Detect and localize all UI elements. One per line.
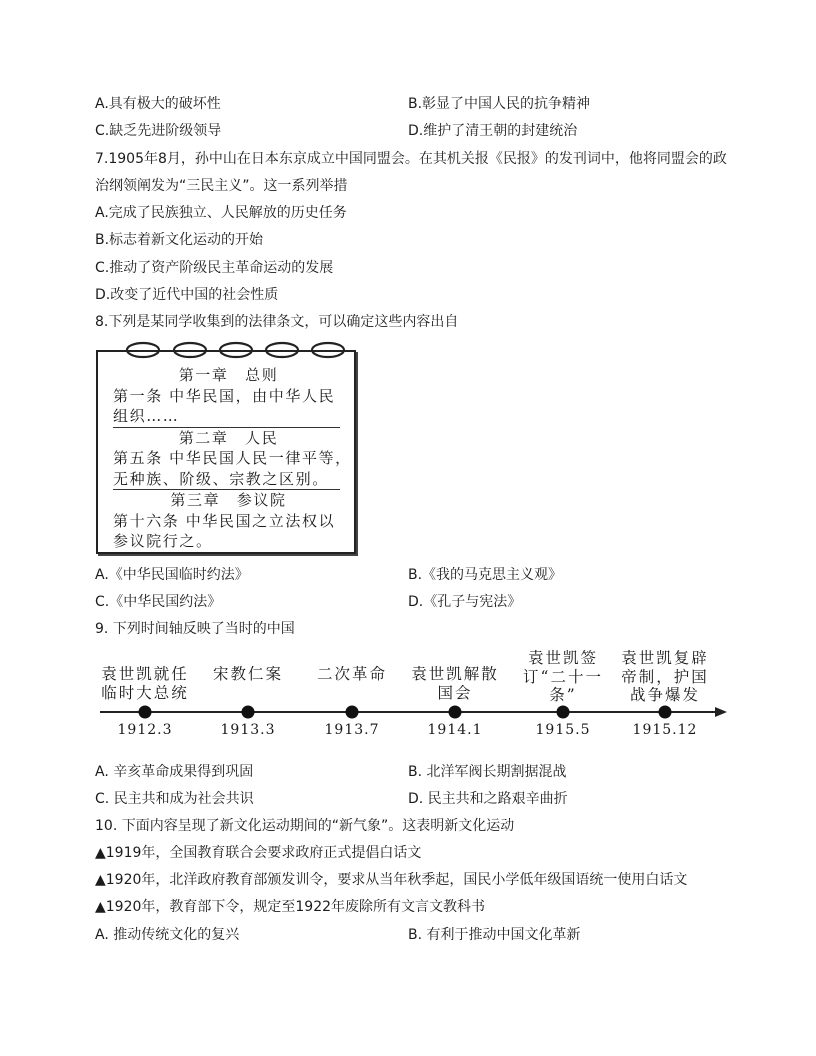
timeline-event [90, 665, 200, 702]
q7-option-d: D.改变了近代中国的社会性质 [95, 287, 279, 303]
arrow-right-icon [715, 707, 727, 717]
timeline-event [193, 665, 303, 684]
q7-stem-line-2: 治纲领阐发为“三民主义”。这一系列举措 [95, 178, 348, 194]
notebook-ring [127, 343, 159, 357]
q9-stem: 9. 下列时间轴反映了当时的中国 [95, 621, 295, 637]
q8-stem: 8.下列是某同学收集到的法律条文，可以确定这些内容出自 [95, 314, 459, 330]
timeline-date: 1913.3 [220, 722, 276, 738]
q6-option-a: A.具有极大的破坏性 [95, 96, 221, 112]
timeline-date: 1914.1 [427, 722, 483, 738]
article-line: 第十六条 中华民国之立法权以 [113, 511, 336, 530]
timeline-date: 1915.5 [535, 722, 591, 738]
chapter-heading: 第三章 参议院 [170, 491, 287, 509]
timeline-date: 1912.3 [117, 722, 173, 738]
q9-option-a: A. 辛亥革命成果得到巩固 [95, 764, 254, 780]
timeline-event-line: 临时大总统 [101, 683, 189, 702]
timeline-event-line: 二次革命 [316, 665, 387, 683]
q7-option-c: C.推动了资产阶级民主革命运动的发展 [95, 260, 334, 276]
chapter-heading: 第二章 人民 [178, 428, 279, 447]
article-line: 第一条 中华民国，由中华人民 [113, 386, 336, 405]
q6-option-b: B.彰显了中国人民的抗争精神 [408, 96, 591, 112]
notebook-page [96, 350, 356, 554]
q8-option-a: A.《中华民国临时约法》 [95, 567, 249, 583]
timeline-dot [659, 706, 672, 719]
article-line: 参议院行之。 [113, 532, 213, 550]
timeline-dot [346, 706, 359, 719]
q9-option-c: C. 民主共和成为社会共识 [95, 791, 254, 807]
notebook-ring [266, 343, 298, 357]
notebook-ring [220, 343, 252, 357]
timeline-event-line: 订“二十一 [523, 667, 603, 686]
timeline-event [400, 665, 510, 702]
article-line: 组织…… [113, 407, 180, 425]
timeline-dot [139, 706, 152, 719]
timeline-dot [449, 706, 462, 719]
article-line: 第五条 中华民国人民一律平等， [113, 449, 352, 467]
timeline-event-line: 袁世凯签 [527, 649, 598, 667]
q10-material: ▲1920年，教育部下令，规定至1922年废除所有文言文教科书 [95, 899, 486, 915]
q7-option-a: A.完成了民族独立、人民解放的历史任务 [95, 205, 347, 221]
chapter-heading: 第一章 总则 [178, 366, 279, 384]
q7-option-b: B.标志着新文化运动的开始 [95, 232, 264, 248]
timeline-date: 1915.12 [632, 722, 698, 738]
article-line: 无种族、阶级、宗教之区别。 [113, 469, 329, 488]
timeline-event-line: 条” [549, 686, 577, 704]
timeline-event-line: 战争爆发 [629, 686, 700, 704]
q9-option-b: B. 北洋军阀长期割据混战 [408, 764, 567, 780]
q8-option-d: D.《孔子与宪法》 [408, 594, 522, 610]
q10-material: ▲1920年，北洋政府教育部颁发训令，要求从当年秋季起，国民小学低年级国语统一使用白话文 [95, 872, 688, 888]
q10-option-b: B. 有利于推动中国文化革新 [408, 927, 581, 943]
timeline-event-line: 宋教仁案 [212, 665, 283, 683]
notebook-spiral-rings [96, 340, 362, 364]
q6-option-d: D.维护了清王朝的封建统治 [408, 123, 578, 139]
timeline-date: 1913.7 [324, 722, 380, 738]
q7-stem-line-1: 7.1905年8月，孙中山在日本东京成立中国同盟会。在其机关报《民报》的发刊词中，他将同盟会的政 [95, 151, 727, 167]
q10-stem: 10. 下面内容呈现了新文化运动期间的“新气象”。这表明新文化运动 [95, 818, 515, 834]
q8-option-c: C.《中华民国约法》 [95, 594, 222, 610]
timeline-event-line: 袁世凯复辟 [621, 649, 709, 667]
timeline-dot [242, 706, 255, 719]
timeline-event [610, 649, 720, 705]
notebook-ring [312, 343, 344, 357]
timeline-event-line: 袁世凯解散 [411, 665, 499, 683]
timeline-event-line: 帝制，护国 [621, 667, 709, 686]
q9-option-d: D. 民主共和之路艰辛曲折 [408, 791, 568, 807]
q10-option-a: A. 推动传统文化的复兴 [95, 927, 240, 943]
notebook-ring [174, 343, 206, 357]
law-notebook-figure [96, 340, 362, 558]
timeline-dot [557, 706, 570, 719]
q6-option-c: C.缺乏先进阶级领导 [95, 123, 222, 139]
timeline-event [508, 649, 618, 705]
q10-material: ▲1919年，全国教育联合会要求政府正式提倡白话文 [95, 845, 422, 861]
q8-option-b: B.《我的马克思主义观》 [408, 567, 563, 583]
timeline-event-line: 袁世凯就任 [101, 665, 189, 683]
timeline-event [297, 665, 407, 684]
timeline-event-line: 国会 [437, 683, 473, 702]
